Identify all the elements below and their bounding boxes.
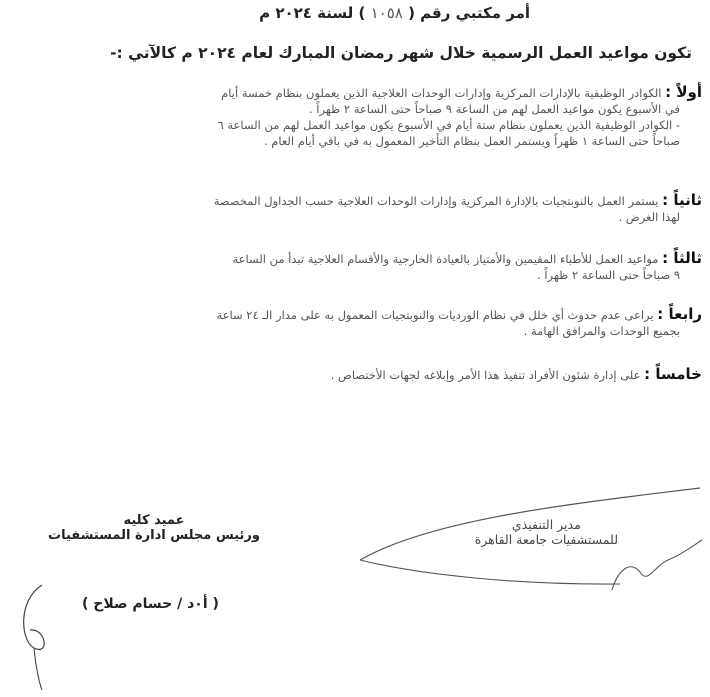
clause-text: يراعى عدم حدوث أي خلل في نظام الورديات والنوبتجيات المعمول به على مدار الـ ٢٤ ساعة [216, 308, 654, 322]
clause-label: ثانياً : [662, 191, 702, 209]
clause-fourth [2, 306, 702, 339]
signature-title: عميد كليه [123, 513, 185, 528]
signature-executive-director [475, 517, 618, 547]
clause-third [2, 250, 702, 283]
signature-subtitle: ورئيس مجلس ادارة المستشفيات [48, 528, 260, 543]
signature-title: مدير التنفيذي [511, 517, 581, 532]
clause-text: - الكوادر الوظيفية الذين يعملون بنظام ستة أيام في الأسبوع يكون مواعيد العمل لهم من الساعة ٦ [217, 118, 680, 132]
clause-second [2, 192, 702, 225]
clause-text: مواعيد العمل للأطباء المقيمين والأمتياز بالعيادة الخارجية والأقسام العلاجية تبدأ من الساعة [232, 252, 659, 266]
intro-heading: تكون مواعيد العمل الرسمية خلال شهر رمضان المبارك لعام ٢٠٢٤ م كالآتي :- [110, 44, 692, 62]
clause-label: أولاً : [665, 83, 702, 101]
clause-text: الكوادر الوظيفية بالإدارات المركزية وإدارات الوحدات العلاجية الذين يعملون بنظام خمسة أيام [221, 86, 662, 100]
order-suffix: ) لسنة ٢٠٢٤ م [259, 4, 366, 22]
clause-text: لهذا الغرض . [618, 210, 680, 224]
clause-text: صباحاً حتى الساعة ١ ظهراً ويستمر العمل بنظام التأخير المعمول به في باقي أيام العام . [263, 134, 680, 148]
order-number: ١٠٥٨ [370, 4, 403, 22]
clause-text: يستمر العمل بالنوبتجيات بالإدارة المركزية وإدارات الوحدات العلاجية حسب الجداول المخصصة [213, 194, 659, 208]
clause-fifth [2, 366, 702, 383]
order-number-line [259, 4, 530, 22]
signature-dean [48, 513, 260, 543]
paraph-mark [34, 648, 42, 690]
clause-text: بجميع الوحدات والمرافق الهامة . [523, 324, 680, 338]
clause-text: ٩ صباحاً حتى الساعة ٢ ظهراً . [537, 268, 680, 282]
clause-text: على إدارة شئون الأفراد تنفيذ هذا الأمر وإبلاغه لجهات الأختصاص . [330, 368, 641, 382]
signature-stroke [612, 540, 702, 590]
signatory-name: ( أ٠د / حسام صلاح ) [82, 596, 219, 612]
clause-label: رابعاً : [657, 305, 702, 323]
order-prefix: أمر مكتبي رقم ( [408, 4, 530, 22]
clause-label: ثالثاً : [662, 249, 702, 267]
clause-text: في الأسبوع يكون مواعيد العمل لهم من الساعة ٩ صباحاً حتى الساعة ٢ ظهراً . [308, 102, 680, 116]
clause-first [2, 84, 702, 149]
paraph-mark [24, 585, 45, 649]
signature-subtitle: للمستشفيات جامعة القاهرة [474, 532, 618, 547]
signature-stroke [360, 560, 620, 584]
clause-label: خامساً : [644, 365, 702, 383]
